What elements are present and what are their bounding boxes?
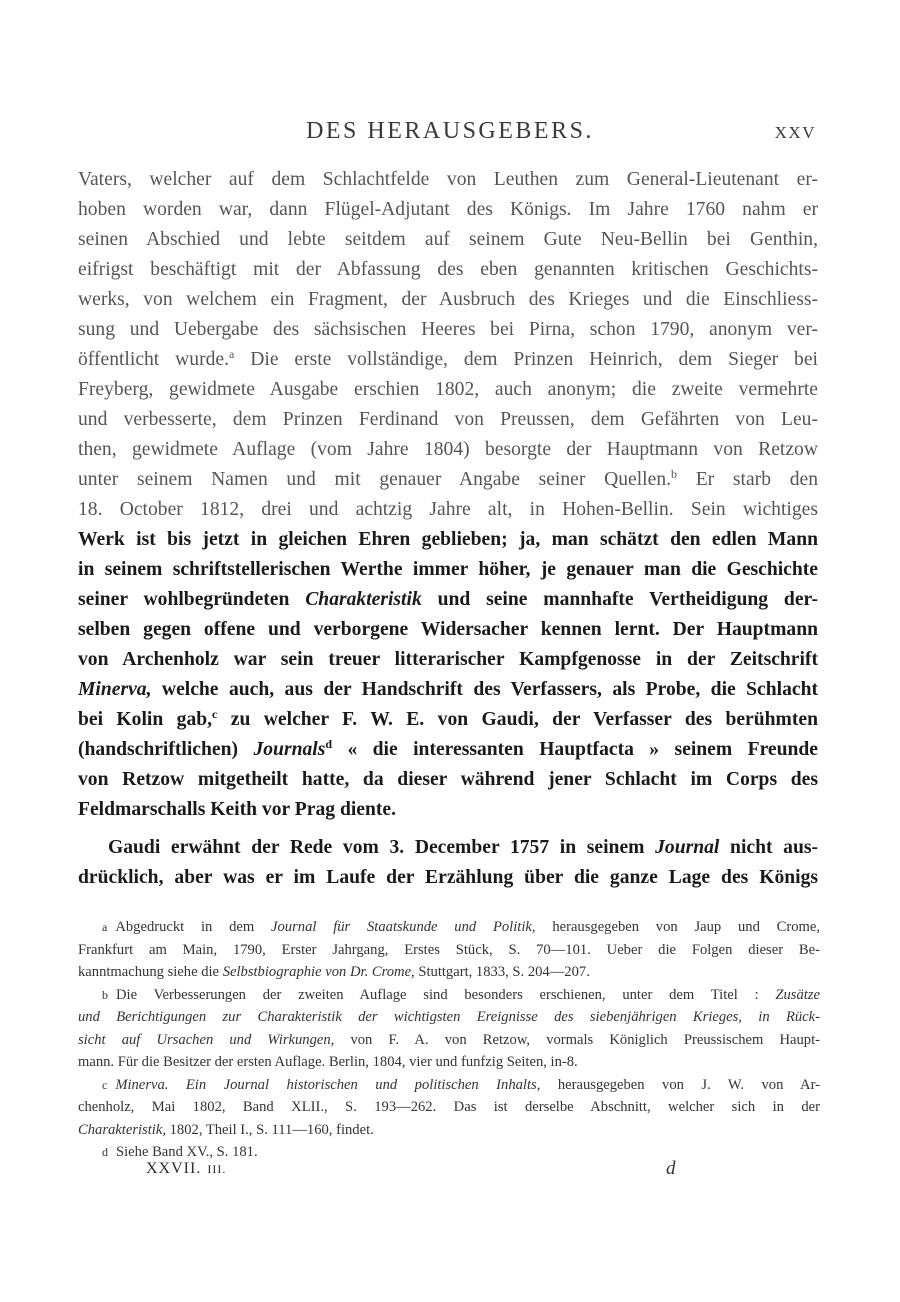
- footnote-letter: c: [102, 1077, 108, 1092]
- text-fragment: herausgegeben von J. W. von Ar-: [557, 1076, 820, 1093]
- footnote-b: [78, 984, 820, 1074]
- footnote-line: [78, 1029, 820, 1052]
- italic-title: Journal: [655, 837, 720, 858]
- signature-line: [146, 1160, 686, 1188]
- text-fragment: nicht aus-: [730, 837, 818, 858]
- text-line: [78, 465, 818, 495]
- footnote-line: [78, 984, 820, 1007]
- text-fragment: 1802, Theil I., S. 111—160, findet.: [169, 1121, 374, 1138]
- footnote-a: [78, 916, 820, 984]
- footnote-letter: b: [102, 987, 108, 1002]
- text-fragment: seiner wohlbegründeten: [78, 589, 290, 610]
- text-line: drücklich, aber was er im Laufe der Erzählung über die ganze Lage des Königs: [78, 867, 818, 888]
- footnote-line: [78, 961, 820, 984]
- italic-title: Minerva. Ein Journal historischen und politischen Inhalts,: [115, 1076, 541, 1093]
- text-fragment: Er starb den: [695, 469, 818, 490]
- footnote-line: mann. Für die Besitzer der ersten Auflage. Berlin, 1804, vier und funfzig Seiten, in-8.: [78, 1054, 578, 1070]
- text-line: werks, von welchem ein Fragment, der Ausbruch des Krieges und die Einschliess-: [78, 289, 818, 310]
- text-fragment: welche auch, aus der Handschrift des Verfassers, als Probe, die Schlacht: [161, 679, 818, 700]
- footnote-line: [78, 1119, 820, 1142]
- text-fragment: Stuttgart, 1833, S. 204—207.: [418, 964, 590, 980]
- text-line: sung und Uebergabe des sächsischen Heeres bei Pirna, schon 1790, anonym ver-: [78, 319, 818, 340]
- italic-title: Journal für Staatskunde und Politik,: [271, 919, 536, 935]
- text-fragment: Die erste vollständige, dem Prinzen Heinrich, dem Sieger bei: [250, 349, 818, 370]
- footnote-line: Frankfurt am Main, 1790, Erster Jahrgang, Erstes Stück, S. 70—101. Ueber die Folgen dieser Be-: [78, 941, 820, 958]
- text-line: und verbesserte, dem Prinzen Ferdinand von Preussen, dem Gefährten von Leu-: [78, 409, 818, 430]
- text-line: Feldmarschalls Keith vor Prag diente.: [78, 799, 396, 820]
- footnote-c: [78, 1074, 820, 1142]
- text-fragment: von F. A. von Retzow, vormals Königlich Preussischem Haupt-: [350, 1031, 820, 1048]
- footnote-line: [78, 916, 820, 939]
- text-fragment: bei Kolin gab,: [78, 709, 213, 730]
- text-line: [78, 675, 818, 705]
- footnote-marker-c[interactable]: c: [212, 707, 218, 721]
- text-line: [78, 833, 818, 863]
- text-fragment: unter seinem Namen und mit genauer Angabe seiner Quellen.: [78, 469, 672, 490]
- footnote-letter: d: [102, 1145, 108, 1159]
- text-line: von Archenholz war sein treuer litterarischer Kampfgenosse in der Zeitschrift: [78, 649, 818, 670]
- italic-title: Zusätze: [775, 986, 820, 1003]
- text-fragment: (handschriftlichen): [78, 739, 239, 760]
- italic-title: Selbstbiographie von Dr. Crome,: [222, 964, 415, 980]
- signature-sub: III.: [207, 1162, 227, 1176]
- running-head: [0, 118, 900, 154]
- italic-title: sicht auf Ursachen und Wirkungen,: [78, 1031, 335, 1048]
- text-line: then, gewidmete Auflage (vom Jahre 1804) besorgte der Hauptmann von Retzow: [78, 439, 818, 460]
- italic-title: Minerva,: [78, 679, 152, 700]
- text-fragment: Siehe Band XV., S. 181.: [116, 1144, 258, 1160]
- text-fragment: « die interessanten Hauptfacta » seinem Freunde: [347, 739, 818, 760]
- paragraph-1-old-typeface: [78, 165, 818, 525]
- footnotes: [78, 916, 820, 1164]
- signature-main: XXVII.: [146, 1160, 202, 1177]
- text-line: [78, 735, 818, 765]
- text-line: seinen Abschied und lebte seitdem auf seinem Gute Neu-Bellin bei Genthin,: [78, 229, 818, 250]
- page-title: DES HERAUSGEBERS.: [306, 118, 594, 144]
- footnote-marker-d[interactable]: d: [325, 737, 333, 751]
- text-line: 18. October 1812, drei und achtzig Jahre alt, in Hohen-Bellin. Sein wichtiges: [78, 499, 818, 520]
- page-number: XXV: [774, 123, 816, 142]
- printer-signature: [146, 1160, 226, 1178]
- text-fragment: Abgedruckt in dem: [115, 919, 255, 935]
- text-line: [78, 345, 818, 375]
- footnote-marker-a[interactable]: a: [229, 347, 235, 361]
- italic-title: Charakteristik,: [78, 1121, 166, 1138]
- text-line: [78, 705, 818, 735]
- footnote-letter: a: [102, 920, 108, 934]
- text-line: von Retzow mitgetheilt hatte, da dieser während jener Schlacht im Corps des: [78, 769, 818, 790]
- text-fragment: und seine mannhafte Vertheidigung der-: [437, 589, 818, 610]
- text-fragment: zu welcher F. W. E. von Gaudi, der Verfasser des berühmten: [230, 709, 818, 730]
- text-line: Werk ist bis jetzt in gleichen Ehren geblieben; ja, man schätzt den edlen Mann: [78, 529, 818, 550]
- text-fragment: Die Verbesserungen der zweiten Auflage sind besonders erschienen, unter dem Titel :: [116, 986, 759, 1003]
- text-line: Freyberg, gewidmete Ausgabe erschien 1802, auch anonym; die zweite vermehrte: [78, 379, 818, 400]
- text-line: eifrigst beschäftigt mit der Abfassung des eben genannten kritischen Geschichts-: [78, 259, 818, 280]
- italic-title: Journals: [253, 739, 326, 760]
- body-text: [78, 165, 818, 893]
- footnote-line: und Berichtigungen zur Charakteristik der wichtigsten Ereignisse des siebenjährigen Krieges, in Rück-: [78, 1009, 820, 1025]
- paragraph-1-new-typeface: [78, 525, 818, 825]
- text-fragment: öffentlicht wurde.: [78, 349, 229, 370]
- text-fragment: herausgegeben von Jaup und Crome,: [552, 919, 820, 935]
- text-fragment: Gaudi erwähnt der Rede vom 3. December 1757 in seinem: [108, 837, 645, 858]
- footnote-line: [78, 1074, 820, 1097]
- text-line: [78, 585, 818, 615]
- italic-title: Charakteristik: [305, 589, 422, 610]
- footnote-marker-b[interactable]: b: [671, 467, 678, 481]
- footnote-line: chenholz, Mai 1802, Band XLII., S. 193—262. Das ist derselbe Abschnitt, welcher sich in der: [78, 1099, 820, 1115]
- text-fragment: kanntmachung siehe die: [78, 964, 220, 980]
- text-line: Vaters, welcher auf dem Schlachtfelde von Leuthen zum General-Lieutenant er-: [78, 169, 818, 190]
- paragraph-2: [78, 833, 818, 893]
- gathering-letter: d: [666, 1158, 676, 1179]
- text-line: in seinem schriftstellerischen Werthe immer höher, je genauer man die Geschichte: [78, 559, 818, 580]
- text-line: selben gegen offene und verborgene Widersacher kennen lernt. Der Hauptmann: [78, 619, 818, 640]
- text-line: hoben worden war, dann Flügel-Adjutant des Königs. Im Jahre 1760 nahm er: [78, 199, 818, 220]
